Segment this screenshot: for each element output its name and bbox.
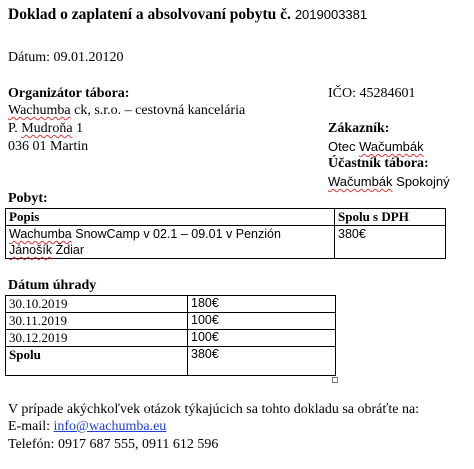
stay-desc-line1: SnowCamp v 02.1 – 09.01 v Penzión bbox=[71, 227, 281, 241]
ico bbox=[328, 86, 416, 102]
email-label: E-mail: bbox=[8, 419, 54, 434]
document-date bbox=[8, 50, 124, 66]
payment-amount: 180€ bbox=[188, 296, 336, 313]
date-value: 09.01.20120 bbox=[53, 50, 124, 65]
table-resize-handle[interactable] bbox=[332, 377, 338, 383]
payment-table bbox=[5, 295, 336, 376]
payment-total-row bbox=[6, 347, 336, 376]
document-title bbox=[8, 6, 367, 24]
payment-row bbox=[6, 296, 336, 313]
participant-name bbox=[328, 174, 450, 189]
stay-place: Ždiar bbox=[52, 243, 85, 257]
col-desc-header: Popis bbox=[6, 209, 335, 226]
email-link[interactable]: info@wachumba.eu bbox=[53, 419, 167, 434]
participant-heading: Účastník tábora: bbox=[328, 156, 429, 171]
organizer-heading: Organizátor tábora: bbox=[8, 86, 130, 101]
street-number: 1 bbox=[72, 121, 84, 136]
ico-value: 45284601 bbox=[359, 86, 416, 101]
stay-row bbox=[6, 226, 446, 259]
payment-date: 30.12.2019 bbox=[6, 330, 188, 347]
contact-email bbox=[8, 419, 166, 435]
contact-intro: V prípade akýchkoľvek otázok týkajúcich sa tohto dokladu sa obráťte na: bbox=[8, 402, 420, 417]
customer-name bbox=[328, 139, 424, 154]
organizer-city: 036 01 Martin bbox=[8, 139, 89, 154]
payment-row bbox=[6, 330, 336, 347]
street-prefix: P. bbox=[8, 121, 22, 136]
stay-brand: Wachumba bbox=[9, 227, 72, 241]
customer-last-name: Wačumbák bbox=[359, 139, 424, 154]
payment-date: 30.11.2019 bbox=[6, 313, 188, 330]
payment-amount: 100€ bbox=[188, 313, 336, 330]
stay-header-row bbox=[6, 209, 446, 226]
payment-amount: 100€ bbox=[188, 330, 336, 347]
stay-pension-name: Jánošík bbox=[9, 243, 53, 257]
stay-table bbox=[5, 208, 446, 259]
payment-row bbox=[6, 313, 336, 330]
customer-first-name: Otec bbox=[328, 139, 360, 154]
col-total-header: Spolu s DPH bbox=[335, 209, 446, 226]
organizer-street bbox=[8, 121, 83, 137]
payment-total-label: Spolu bbox=[6, 347, 188, 376]
stay-heading: Pobyt: bbox=[8, 191, 48, 206]
customer-heading: Zákazník: bbox=[328, 121, 390, 136]
organizer-brand: Wachumba bbox=[8, 103, 71, 118]
participant-last-name: Wačumbák bbox=[328, 174, 393, 189]
contact-phone: Telefón: 0917 687 555, 0911 612 596 bbox=[8, 437, 219, 452]
organizer-name-rest: ck, s.r.o. – cestovná kancelária bbox=[70, 103, 246, 118]
ico-label: IČO: bbox=[328, 86, 356, 101]
street-name: Mudroňa bbox=[21, 121, 73, 136]
payment-total-value: 380€ bbox=[188, 347, 336, 376]
title-text: Doklad o zaplatení a absolvovaní pobytu č. bbox=[8, 6, 291, 23]
stay-total: 380€ bbox=[335, 226, 446, 259]
participant-first-name: Spokojný bbox=[392, 174, 450, 189]
payment-date: 30.10.2019 bbox=[6, 296, 188, 313]
document-number: 2019003381 bbox=[294, 7, 368, 22]
stay-desc bbox=[6, 226, 335, 259]
organizer-name bbox=[8, 103, 245, 119]
payment-heading: Dátum úhrady bbox=[8, 278, 97, 293]
date-label: Dátum: bbox=[8, 50, 50, 65]
